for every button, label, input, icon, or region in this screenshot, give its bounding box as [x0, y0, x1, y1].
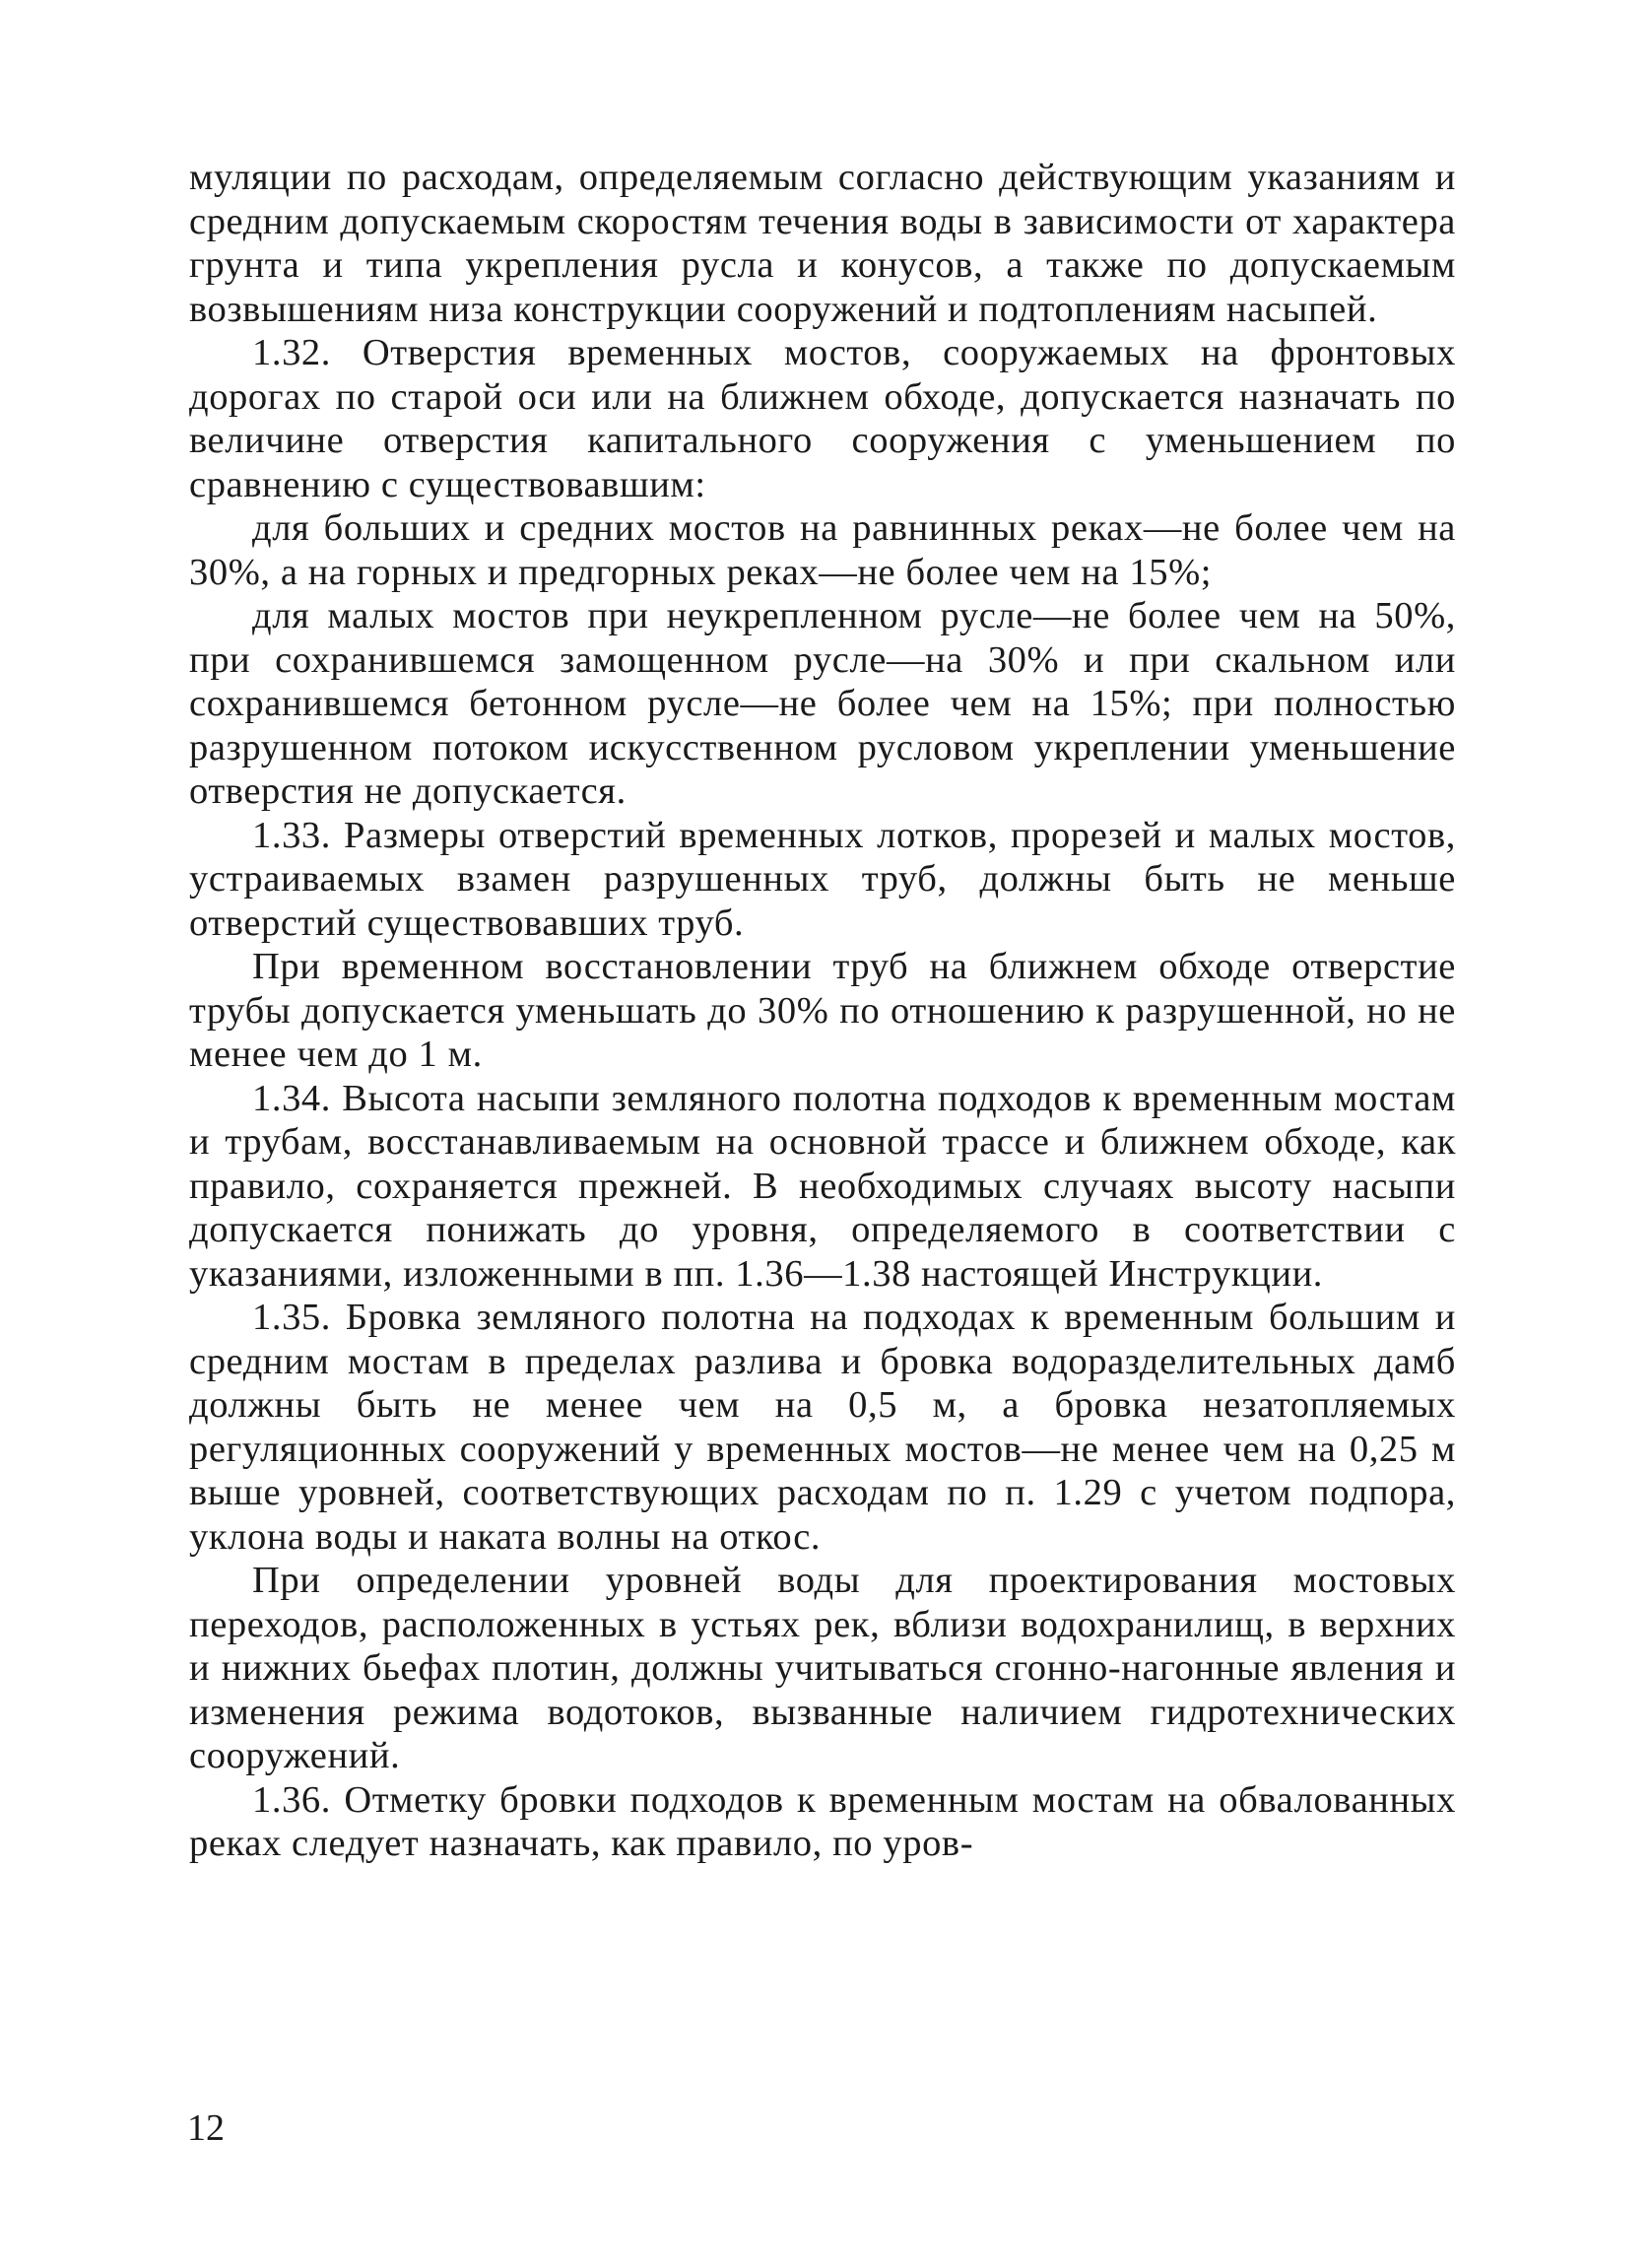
paragraph-1-35: 1.35. Бровка земляного полотна на подходах к временным большим и средним мостам в пределах разлива и бровка водоразделительных дамб должны быть не менее чем на 0,5 м, а бровка незатопляемых регуляционных сооружений у временных мостов—не менее чем на 0,25 м выше уровней, соответствующих расходам по п. 1.29 с учетом подпора, уклона воды и наката волны на откос.: [189, 1297, 1456, 1558]
paragraph-1-32: 1.32. Отверстия временных мостов, сооружаемых на фронтовых дорогах по старой оси или на ближнем обходе, допускается назначать по величине отверстия капитального сооружения с уменьшением по сравнению с существовавшим:: [189, 332, 1456, 505]
paragraph-1-32-large-medium-bridges: для больших и средних мостов на равнинных реках—не более чем на 30%, а на горных и предгорных реках—не более чем на 15%;: [189, 507, 1456, 593]
paragraph-1-33: 1.33. Размеры отверстий временных лотков, прорезей и малых мостов, устраиваемых взамен разрушенных труб, должны быть не меньше отверстий существовавших труб.: [189, 814, 1456, 944]
page-number: 12: [187, 2107, 225, 2149]
paragraph-1-35-water-levels: При определении уровней воды для проектирования мостовых переходов, расположенных в устьях рек, вблизи водохранилищ, в верхних и нижних бьефах плотин, должны учитываться сгонно-нагонные явления и изменения режима водотоков, вызванные наличием гидротехнических сооружений.: [189, 1560, 1456, 1776]
page-body: [189, 156, 1456, 1866]
paragraph-1-34: 1.34. Высота насыпи земляного полотна подходов к временным мостам и трубам, восстанавливаемым на основной трассе и ближнем обходе, как правило, сохраняется прежней. В необходимых случаях высоту насыпи допускается понижать до уровня, определяемого в соответствии с указаниями, изложенными в пп. 1.36—1.38 настоящей Инструкции.: [189, 1077, 1456, 1295]
paragraph-1-36: 1.36. Отметку бровки подходов к временным мостам на обвалованных реках следует назначать, как правило, по уров-: [189, 1778, 1456, 1864]
paragraph-continuation: муляции по расходам, определяемым согласно действующим указаниям и средним допускаемым скоростям течения воды в зависимости от характера грунта и типа укрепления русла и конусов, а также по допускаемым возвышениям низа конструкции сооружений и подтоплениям насыпей.: [189, 157, 1456, 330]
paragraph-1-32-small-bridges: для малых мостов при неукрепленном русле—не более чем на 50%, при сохранившемся замощенном русле—на 30% и при скальном или сохранившемся бетонном русле—не более чем на 15%; при полностью разрушенном потоком искусственном русловом укреплении уменьшение отверстия не допускается.: [189, 595, 1456, 812]
paragraph-1-33-pipes: При временном восстановлении труб на ближнем обходе отверстие трубы допускается уменьшать до 30% по отношению к разрушенной, но не менее чем до 1 м.: [189, 946, 1456, 1075]
